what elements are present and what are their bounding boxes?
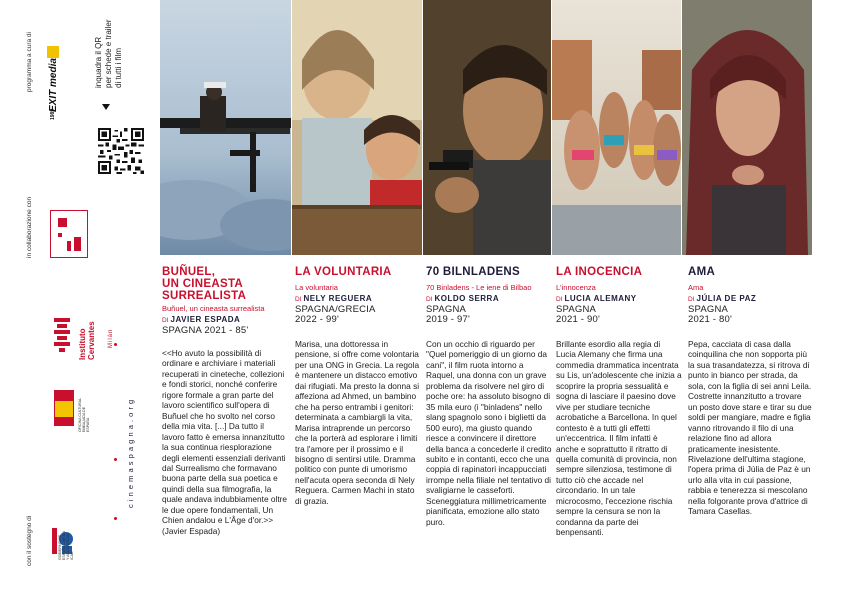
icaa-label: GOBIERNO DE ESPAÑA CINEMA Y AUDIOVISUAL ICAA bbox=[58, 531, 74, 560]
exit-mark-year: 1989 bbox=[50, 108, 56, 120]
film-card-bunuel bbox=[162, 266, 287, 536]
film-year-duration: 2022 - 99' bbox=[295, 314, 339, 325]
film-country: SPAGNA/GRECIA bbox=[295, 304, 376, 315]
film-country-year: SPAGNA 2021 - 85' bbox=[162, 325, 249, 336]
film-description: Con un occhio di riguardo per "Quel pomeriggio di un giorno da cani", il film ruota intorno a Raquel, una donna con un grave problema da risolvere nel giro di poche ore: ha assoluto bisogno di 35 mila euro (i "binladens" nello slang spagnolo sono i biglietti da 500 euro), ma giusto quando riesce a convincere il direttore della banca a concederle il credito subito e in contanti, ecco che una coppia di rapinatori incappucciati irrompe nella filiale nel tentativo di svaligiarne le casseforti. Sceneggiatura millimetricamente pianificata, emozione allo stato puro. bbox=[426, 339, 552, 527]
dot-1 bbox=[114, 343, 117, 346]
director-name: JAVIER ESPADA bbox=[170, 315, 241, 324]
di-label: DI bbox=[426, 296, 433, 303]
film-title: 70 BILNLADENS bbox=[426, 266, 520, 278]
film-card-70-binladens bbox=[426, 266, 552, 527]
di-label: DI bbox=[688, 296, 695, 303]
film-description: Pepa, cacciata di casa dalla coinquilina che non sopporta più la sua trasandatezza, si ritrova di punto in bianco per strada, da sola, con la figlia di sei anni Leila. Costrette innanzitutto a trovare un posto dove stare e tirar su due soldi per mangiare, madre e figlia vanno ritrovando il filo di una relazione fino ad allora praticamente inesistente. Rivelazione dell'ultima stagione, l'opera prima di Júlia de Paz è un urlo alla vita in cui passione, rabbia e tenerezza si mescolano nella folgorante prova d'attrice di Tamara Casellas. bbox=[688, 339, 812, 517]
cb-logo bbox=[50, 210, 88, 258]
instituto-city: Milán bbox=[108, 328, 114, 348]
film-original-title: La voluntaria bbox=[295, 283, 338, 292]
film-original-title: Ama bbox=[688, 283, 704, 292]
film-year-duration: 2019 - 97' bbox=[426, 314, 470, 325]
film-country: SPAGNA bbox=[426, 304, 467, 315]
film-original-title: Buñuel, un cineasta surrealista bbox=[162, 304, 265, 313]
film-original-title: 70 Binladens - Le iene di Bilbao bbox=[426, 283, 532, 292]
film-title: AMA bbox=[688, 266, 716, 278]
di-label: DI bbox=[295, 296, 302, 303]
director-name: KOLDO SERRA bbox=[434, 294, 500, 303]
collab-label: in collaborazione con bbox=[26, 196, 33, 258]
instituto-cervantes-logo bbox=[54, 318, 70, 352]
qr-instruction-line1: inquadra il QR bbox=[94, 36, 103, 88]
film-original-title: L'innocenza bbox=[556, 283, 596, 292]
film-title-line: UN CINEASTA bbox=[162, 278, 244, 290]
pointer-triangle-icon bbox=[102, 104, 110, 110]
instituto-label-1: Instituto bbox=[78, 328, 87, 360]
dot-2 bbox=[114, 458, 117, 461]
di-label: DI bbox=[162, 317, 169, 324]
film-card-la-inocencia bbox=[556, 266, 682, 538]
film-still-la-voluntaria bbox=[292, 0, 422, 255]
film-card-ama bbox=[688, 266, 812, 517]
director-name: LUCIA ALEMANY bbox=[564, 294, 637, 303]
qr-instruction-line2: per schede e trailer bbox=[104, 19, 113, 88]
exit-media-mark bbox=[47, 46, 59, 58]
film-card-la-voluntaria bbox=[295, 266, 422, 506]
director-name: JÚLIA DE PAZ bbox=[696, 294, 757, 303]
sidebar-strip bbox=[0, 0, 160, 595]
film-country: SPAGNA bbox=[688, 304, 729, 315]
film-still-bunuel bbox=[160, 0, 291, 255]
website-label[interactable]: cinemaspagna.org bbox=[126, 396, 135, 508]
film-still-70-binladens bbox=[423, 0, 551, 255]
film-country: SPAGNA bbox=[556, 304, 597, 315]
programma-label: programma a cura di bbox=[26, 32, 33, 92]
film-description: <<Ho avuto la possibilità di ordinare e archiviare i materiali recuperati in cineteche, collezioni e fondi storici, nonché conferire rigore formale a gran parte del lavoro scientifico sull'opera di Buñuel che ho svolto nel corso della mia vita. [...] Da tutto il lavoro fatto è emersa innanzitutto la sua continua riesplorazione degli elementi essenziali derivanti dal Surrealismo che formavano buona parte della sua poetica e quindi della sua filmografia, la quale andava indubbiamente oltre le due opere fondamentali, Un Chien andalou e L'Âge d'or.>> (Javier Espada) bbox=[162, 348, 288, 536]
oficina-cultural-label: OFICINA CULTURAL EMBAJADA DE ESPAÑA bbox=[78, 398, 90, 432]
film-description: Brillante esordio alla regia di Lucia Alemany che firma una commedia drammatica incentrata su Lis, un'adolescente che inizia a scoprire la propria sessualità e sogna di lasciare il paesino dove vive per studiare tecniche acrobatiche a Barcellona. In quel contesto è a tutti gli effetti un'eccentrica. Il film infatti è anche e soprattutto il ritratto di quella comunità di provincia, non sempre silenziosa, testimone di tutto ciò che accade nel circondario. In un tale microcosmo, l'eccezione rischia sempre la censura se non la condanna da parte dei benpensanti. bbox=[556, 339, 682, 538]
film-still-la-inocencia bbox=[552, 0, 681, 255]
film-still-ama bbox=[682, 0, 812, 255]
exit-media-logo: EXIT media bbox=[48, 58, 59, 112]
film-title-line: SURREALISTA bbox=[162, 290, 247, 302]
instituto-label-2: Cervantes bbox=[87, 321, 96, 360]
qr-code[interactable] bbox=[98, 128, 144, 174]
film-title: LA INOCENCIA bbox=[556, 266, 643, 278]
di-label: DI bbox=[556, 296, 563, 303]
film-title: LA VOLUNTARIA bbox=[295, 266, 392, 278]
film-title-line: BUÑUEL, bbox=[162, 266, 216, 278]
qr-instruction-line3: di tutti i film bbox=[114, 47, 123, 88]
director-name: NELY REGUERA bbox=[303, 294, 373, 303]
film-description: Marisa, una dottoressa in pensione, si offre come volontaria per una ONG in Grecia. La regola è mantenere un distacco emotivo dai rifugiati. Ma presto la donna si affeziona ad Ahmed, un bambino che ha perso entrambi i genitori: determinata a cambiargli la vita, Marisa intraprende un percorso che la porterà ad esplorare i limiti tra l'amore per il prossimo e il bisogno di sentirsi utile. Dramma politico con punte di umorismo nell'acuta opera seconda di Nely Reguera. Carmen Machi in stato di grazia. bbox=[295, 339, 420, 506]
support-label: con il sostegno di bbox=[26, 515, 33, 566]
film-year-duration: 2021 - 90' bbox=[556, 314, 600, 325]
film-year-duration: 2021 - 80' bbox=[688, 314, 732, 325]
oficina-cultural-logo bbox=[54, 390, 74, 426]
dot-3 bbox=[114, 517, 117, 520]
